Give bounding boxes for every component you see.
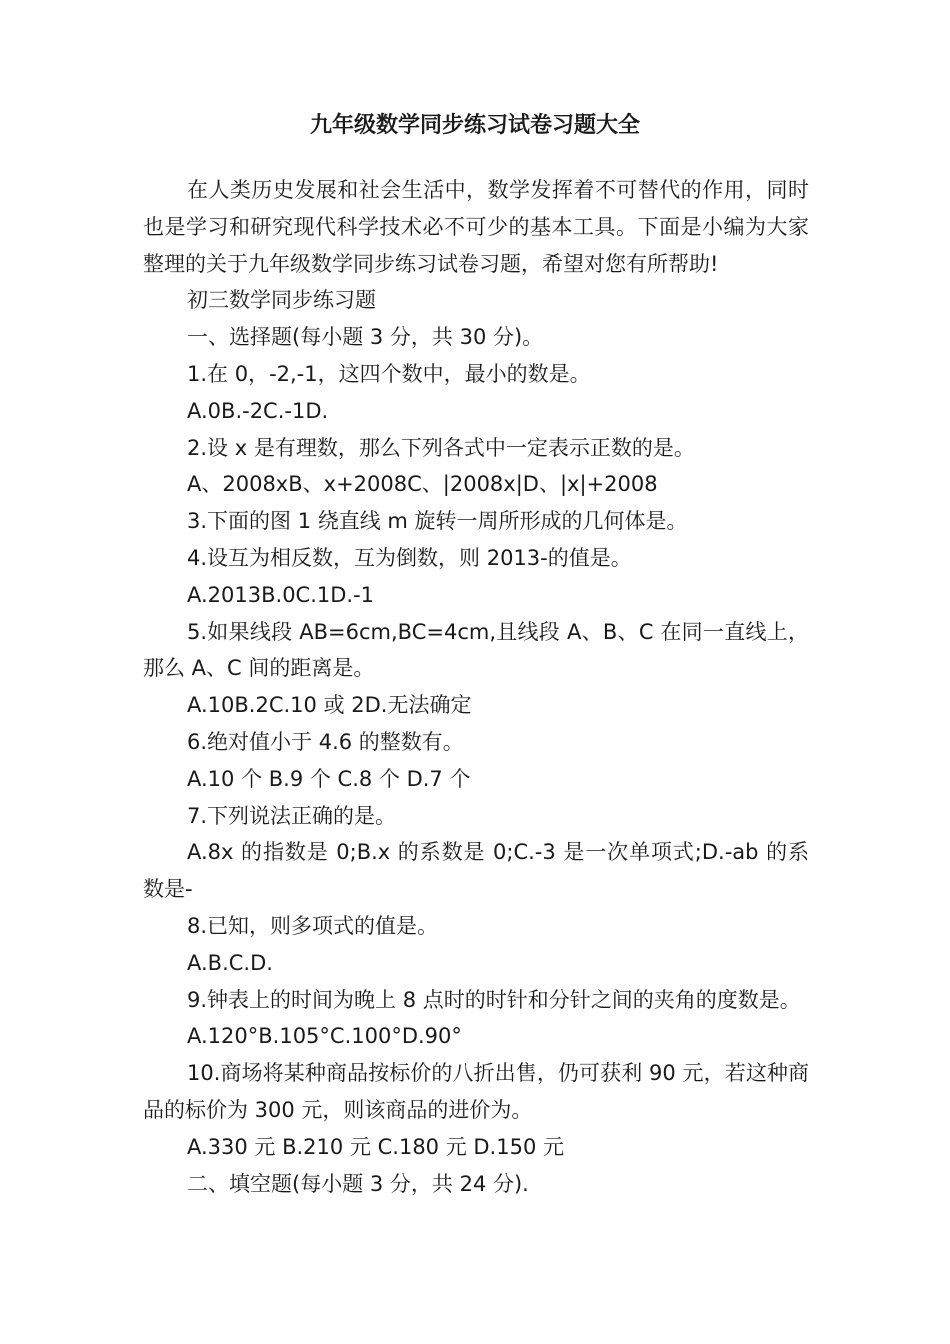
answer-options: A.2013B.0C.1D.-1	[187, 582, 375, 607]
question-text: 8.已知，则多项式的值是。	[187, 913, 439, 938]
answer-options: A、2008xB、x+2008C、|2008x|D、|x|+2008	[187, 472, 658, 497]
answer-options: A.8x 的指数是 0;B.x 的系数是 0;C.-3 是一次单项式;D.-ab 的系数是-	[143, 840, 809, 902]
question-text: 5.如果线段 AB=6cm,BC=4cm,且线段 A、B、C 在同一直线上，那么 A、C 间的距离是。	[143, 619, 809, 681]
section-heading: 初三数学同步练习题	[187, 288, 376, 313]
answer-options: A.330 元 B.210 元 C.180 元 D.150 元	[187, 1134, 564, 1159]
question-text: 1.在 0，-2,-1，这四个数中，最小的数是。	[187, 361, 591, 386]
answer-options: A.10 个 B.9 个 C.8 个 D.7 个	[187, 766, 471, 791]
answer-options: A.0B.-2C.-1D.	[187, 398, 329, 423]
intro-paragraph: 在人类历史发展和社会生活中，数学发挥着不可替代的作用，同时也是学习和研究现代科学技术必不可少的基本工具。下面是小编为大家整理的关于九年级数学同步练习试卷习题，希望对您有所帮助!	[143, 178, 809, 276]
question-text: 7.下列说法正确的是。	[187, 803, 397, 828]
answer-options: A.B.C.D.	[187, 950, 273, 975]
question-text: 2.设 x 是有理数，那么下列各式中一定表示正数的是。	[187, 435, 695, 460]
question-text: 6.绝对值小于 4.6 的整数有。	[187, 729, 464, 754]
question-text: 9.钟表上的时间为晚上 8 点时的时针和分针之间的夹角的度数是。	[187, 987, 801, 1012]
section-heading: 一、选择题(每小题 3 分，共 30 分)。	[187, 325, 544, 350]
document-body	[143, 172, 809, 1202]
question-text: 4.设互为相反数，互为倒数，则 2013-的值是。	[187, 545, 632, 570]
question-text: 10.商场将某种商品按标价的八折出售，仍可获利 90 元，若这种商品的标价为 300 元，则该商品的进价为。	[143, 1061, 809, 1122]
answer-options: A.120°B.105°C.100°D.90°	[187, 1024, 462, 1049]
page-title: 九年级数学同步练习试卷习题大全	[309, 113, 640, 138]
answer-options: A.10B.2C.10 或 2D.无法确定	[187, 693, 472, 718]
question-text: 3.下面的图 1 绕直线 m 旋转一周所形成的几何体是。	[187, 509, 688, 534]
section-heading: 二、填空题(每小题 3 分，共 24 分).	[187, 1171, 529, 1196]
